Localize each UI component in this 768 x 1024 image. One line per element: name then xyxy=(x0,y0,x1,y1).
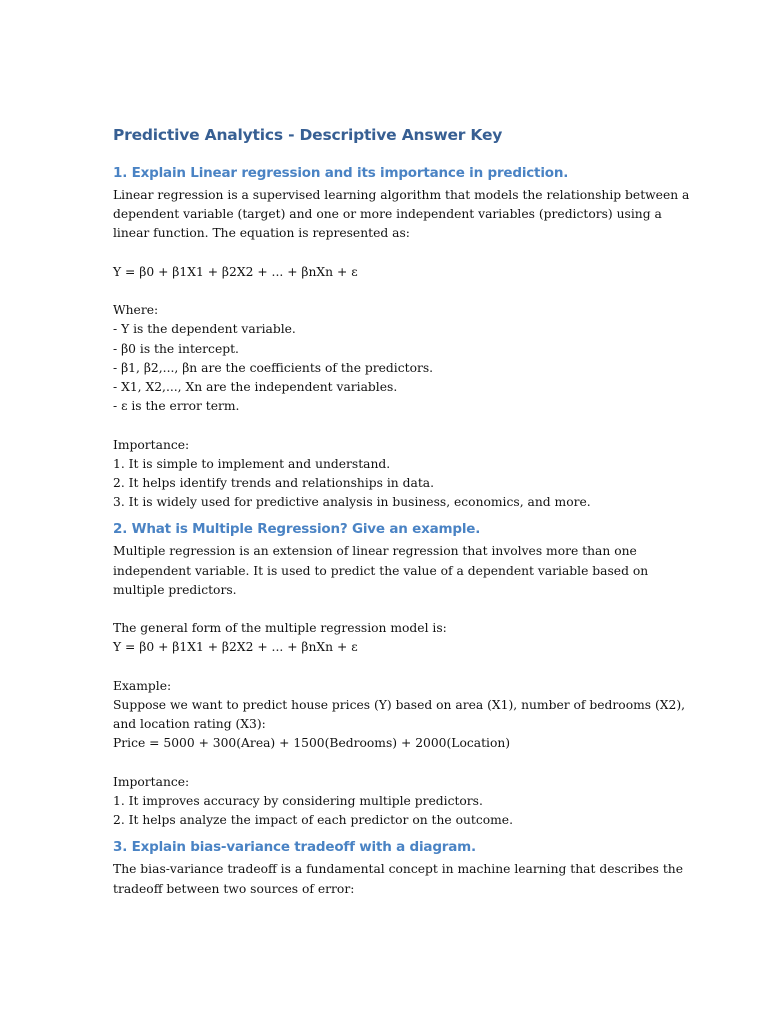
text-line: tradeoff between two sources of error: xyxy=(113,881,355,896)
text-line: independent variable. It is used to predict the value of a dependent variable based on xyxy=(113,563,649,578)
section-heading: 1. Explain Linear regression and its importance in prediction. xyxy=(113,165,569,181)
text-line: Multiple regression is an extension of linear regression that involves more than one xyxy=(113,544,637,559)
list-item: - Y is the dependent variable. xyxy=(113,322,296,337)
text-line: Suppose we want to predict house prices (Y) based on area (X1), number of bedrooms (X2), xyxy=(113,698,686,712)
importance-label: Importance: xyxy=(113,437,190,452)
section-heading: 3. Explain bias-variance tradeoff with a diagram. xyxy=(113,839,476,856)
section-heading: 2. What is Multiple Regression? Give an example. xyxy=(113,521,481,538)
importance-list xyxy=(113,436,673,513)
text-line: dependent variable (target) and one or more independent variables (predictors) using a xyxy=(113,207,662,222)
importance-label: Importance: xyxy=(113,774,190,789)
text-line: Linear regression is a supervised learning algorithm that models the relationship between a xyxy=(113,188,690,202)
example-label: Example: xyxy=(113,678,172,693)
equation: Y = β0 + β1X1 + β2X2 + ... + βnXn + ε xyxy=(113,640,358,655)
list-item: 1. It improves accuracy by considering multiple predictors. xyxy=(113,794,483,808)
section-intro xyxy=(113,542,673,600)
document-page xyxy=(113,122,690,899)
list-item: - ε is the error term. xyxy=(113,399,240,414)
section-intro xyxy=(113,186,690,244)
list-item: 3. It is widely used for predictive analysis in business, economics, and more. xyxy=(113,495,591,510)
document-title: Predictive Analytics - Descriptive Answer Key xyxy=(113,126,503,144)
general-form-label: The general form of the multiple regression model is: xyxy=(113,621,447,636)
section-linear-regression xyxy=(113,162,690,512)
list-item: 2. It helps analyze the impact of each predictor on the outcome. xyxy=(113,813,513,828)
list-item: 1. It is simple to implement and understand. xyxy=(113,456,391,471)
where-list xyxy=(113,301,673,416)
text-line: The bias-variance tradeoff is a fundamental concept in machine learning that describes the xyxy=(113,862,684,877)
list-item: - X1, X2,..., Xn are the independent variables. xyxy=(113,380,398,394)
list-item: - β0 is the intercept. xyxy=(113,341,239,356)
text-line: multiple predictors. xyxy=(113,582,237,597)
text-line: and location rating (X3): xyxy=(113,717,266,732)
list-item: 2. It helps identify trends and relationships in data. xyxy=(113,476,435,490)
text-line: linear function. The equation is represented as: xyxy=(113,226,410,241)
section-bias-variance xyxy=(113,836,684,898)
importance-list xyxy=(113,773,673,831)
example-block xyxy=(113,677,686,754)
section-intro xyxy=(113,860,684,898)
list-item: - β1, β2,..., βn are the coefficients of the predictors. xyxy=(113,360,434,375)
where-label: Where: xyxy=(113,303,159,318)
general-form xyxy=(113,619,673,657)
text-line: Price = 5000 + 300(Area) + 1500(Bedrooms) + 2000(Location) xyxy=(113,736,511,751)
section-multiple-regression xyxy=(113,518,686,830)
equation: Y = β0 + β1X1 + β2X2 + ... + βnXn + ε xyxy=(113,264,358,279)
